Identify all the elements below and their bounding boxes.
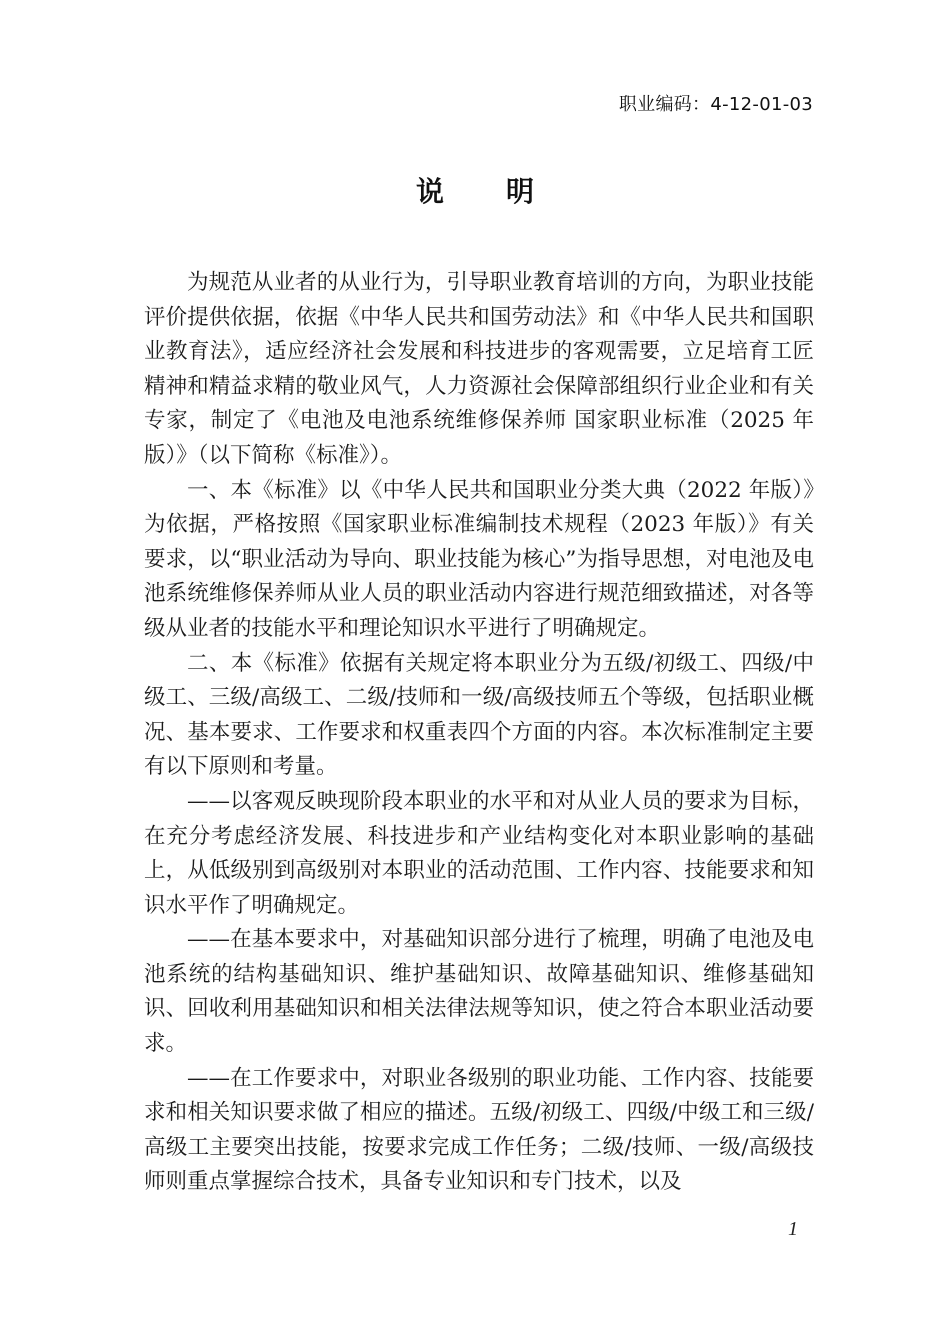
paragraph-section-2: 二、本《标准》依据有关规定将本职业分为五级/初级工、四级/中级工、三级/高级工、二级/技师和一级/高级技师五个等级，包括职业概况、基本要求、工作要求和权重表四个方面的内容。本次标准制定主要有以下原则和考量。 — [144, 650, 814, 780]
paragraph-intro: 为规范从业者的从业行为，引导职业教育培训的方向，为职业技能评价提供依据，依据《中华人民共和国劳动法》和《中华人民共和国职业教育法》，适应经济社会发展和科技进步的客观需要，立足培育工匠精神和精益求精的敬业风气，人力资源社会保障部组织行业企业和有关专家，制定了《电池及电池系统维修保养师 国家职业标准（2025 年版）》（以下简称《标准》）。 — [144, 270, 814, 468]
paragraph-principle-1: ——以客观反映现阶段本职业的水平和对从业人员的要求为目标，在充分考虑经济发展、科技进步和产业结构变化对本职业影响的基础上，从低级别到高级别对本职业的活动范围、工作内容、技能要求和知识水平作了明确规定。 — [144, 788, 814, 918]
title-char-2: 明 — [506, 175, 535, 208]
paragraph-principle-3: ——在工作要求中，对职业各级别的职业功能、工作内容、技能要求和相关知识要求做了相应的描述。五级/初级工、四级/中级工和三级/高级工主要突出技能，按要求完成工作任务；二级/技师、一级/高级技师则重点掌握综合技术，具备专业知识和专门技术，以及 — [144, 1065, 814, 1195]
paragraph-principle-2: ——在基本要求中，对基础知识部分进行了梳理，明确了电池及电池系统的结构基础知识、维护基础知识、故障基础知识、维修基础知识、回收利用基础知识和相关法律法规等知识，使之符合本职业活动要求。 — [144, 927, 814, 1057]
document-body — [144, 266, 814, 1200]
page-number: 1 — [788, 1218, 798, 1240]
occupation-code: 职业编码：4-12-01-03 — [618, 94, 813, 115]
page-title — [0, 170, 950, 210]
title-char-1: 说 — [415, 175, 444, 208]
paragraph-section-1: 一、本《标准》以《中华人民共和国职业分类大典（2022 年版）》为依据，严格按照《国家职业标准编制技术规程（2023 年版）》有关要求，以“职业活动为导向、职业技能为核心”为指导思想，对电池及电池系统维修保养师从业人员的职业活动内容进行规范细致描述，对各等级从业者的技能水平和理论知识水平进行了明确规定。 — [144, 477, 814, 641]
